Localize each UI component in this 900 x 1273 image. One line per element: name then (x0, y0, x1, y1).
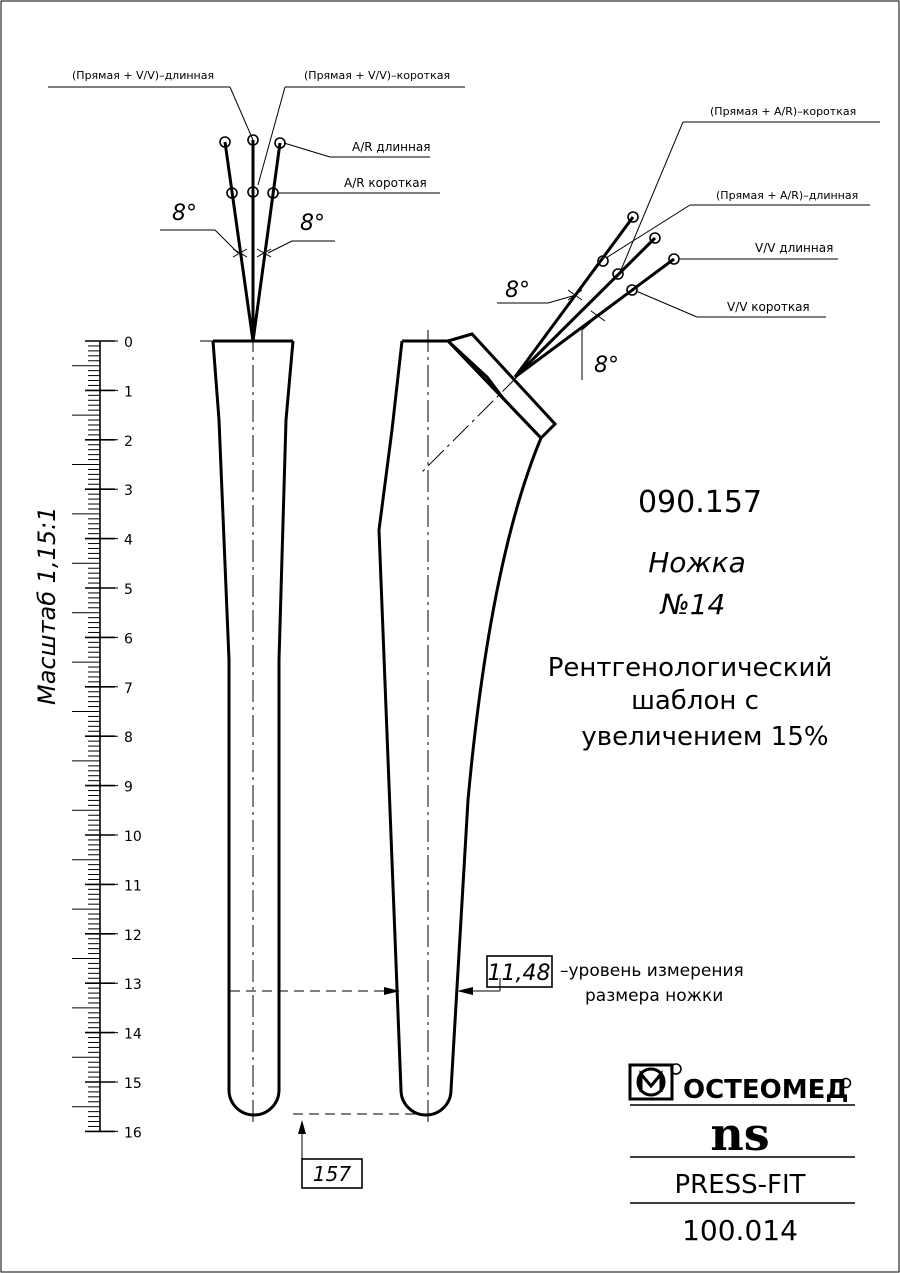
angle-label-side-lower: 8° (594, 353, 619, 378)
stem-side-view (379, 330, 555, 1125)
measure-text-line2: размера ножки (585, 986, 724, 1006)
template-number: №14 (660, 588, 726, 621)
ruler-tick-label: 2 (124, 433, 133, 450)
label-straight-ar-long: (Прямая + A/R)–длинная (716, 189, 859, 202)
ruler-tick-label: 0 (124, 335, 133, 351)
desc-line2: шаблон с (631, 686, 759, 716)
neck-line-side (515, 238, 655, 377)
angle-label-right: 8° (300, 211, 325, 236)
measure-text-line1: –уровень измерения (560, 961, 744, 981)
brand-name: ОСТЕОМЕД (683, 1075, 849, 1105)
ruler-tick-label: 6 (124, 631, 133, 648)
measure-value: 11,48 (487, 961, 551, 986)
label-ar-short: A/R короткая (344, 176, 427, 190)
ruler-tick-label: 3 (124, 483, 133, 500)
title-block (630, 1064, 855, 1247)
label-vv-short: V/V короткая (727, 300, 810, 314)
length-arrow (298, 1120, 306, 1134)
ruler-tick-label: 1 (124, 384, 133, 401)
product-code: 100.014 (682, 1214, 798, 1247)
label-straight-vv-long: (Прямая + V/V)–длинная (72, 69, 215, 82)
length-value: 157 (312, 1162, 352, 1186)
angle-label-side-upper: 8° (505, 278, 530, 303)
desc-line1: Рентгенологический (547, 653, 833, 683)
stem-front-view (213, 330, 293, 1125)
measure-arrow-right (457, 987, 473, 995)
ruler-tick-label: 5 (124, 582, 133, 598)
stem-side-collar-edge (448, 341, 541, 438)
neck-line-left (225, 142, 253, 341)
ruler-tick-label: 8 (124, 730, 133, 747)
scale-ruler (72, 335, 142, 1141)
stem-side-neck-axis (420, 376, 518, 474)
ruler-tick-label: 7 (124, 680, 133, 697)
stem-side-collar (448, 334, 555, 438)
ruler-tick-label: 12 (124, 927, 142, 944)
product-type: PRESS-FIT (674, 1170, 806, 1200)
label-straight-ar-short: (Прямая + A/R)–короткая (710, 105, 857, 118)
ruler-tick-label: 13 (124, 977, 142, 994)
ruler-tick-label: 15 (124, 1076, 142, 1092)
label-vv-long: V/V длинная (755, 241, 834, 255)
ruler-tick-label: 11 (124, 878, 142, 895)
ruler-tick-label: 16 (124, 1125, 142, 1142)
ruler-tick-label: 9 (124, 779, 133, 796)
ruler-tick-label: 14 (124, 1026, 142, 1043)
angle-label-left: 8° (172, 201, 197, 226)
brand-logo-m (641, 1074, 661, 1092)
neck-line-right (253, 143, 280, 341)
product-name: ns (710, 1107, 770, 1161)
neck-lines-front (220, 135, 285, 341)
stem-side-outline (379, 341, 541, 1115)
ruler-tick-label: 4 (124, 532, 133, 549)
scale-title: Масштаб 1,15:1 (33, 506, 61, 705)
template-code: 090.157 (637, 485, 763, 520)
label-straight-vv-short: (Прямая + V/V)–короткая (304, 69, 451, 82)
ruler-tick-label: 10 (124, 829, 142, 845)
leaders-front (48, 87, 465, 253)
template-name: Ножка (648, 546, 746, 579)
desc-line3: увеличением 15% (581, 722, 829, 752)
label-ar-long: A/R длинная (352, 140, 431, 154)
